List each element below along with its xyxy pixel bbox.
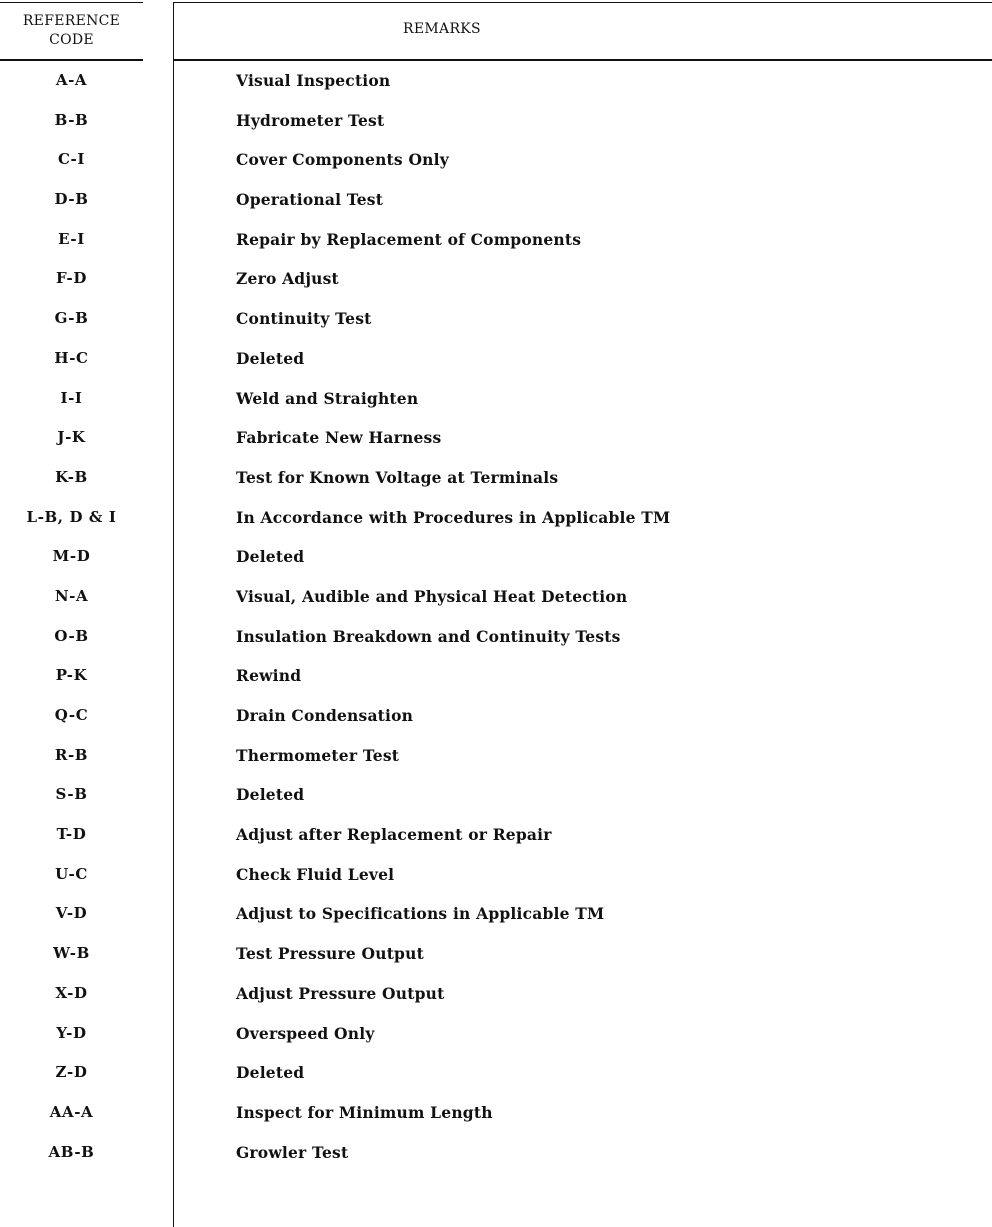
remarks-cell: Deleted xyxy=(236,785,305,805)
remarks-cell: Drain Condensation xyxy=(236,706,414,725)
reference-code-cell: W-B xyxy=(53,944,90,963)
reference-code-cell: AA-A xyxy=(49,1102,94,1121)
table-row xyxy=(0,621,992,661)
table-row xyxy=(0,859,992,899)
table-row xyxy=(0,303,992,343)
table-row xyxy=(0,740,992,780)
table-row xyxy=(0,383,992,423)
table-row xyxy=(0,105,992,145)
header-reference-code xyxy=(0,12,143,50)
reference-code-cell: T-D xyxy=(56,825,87,844)
reference-code-cell: L-B, D & I xyxy=(26,507,117,526)
reference-code-cell: G-B xyxy=(54,309,89,328)
reference-code-cell: D-B xyxy=(54,190,89,209)
table-row xyxy=(0,144,992,184)
table-row xyxy=(0,65,992,105)
remarks-cell: Zero Adjust xyxy=(236,269,339,289)
table-top-border-right xyxy=(174,2,992,3)
remarks-cell: Deleted xyxy=(236,1063,305,1083)
table-row xyxy=(0,660,992,700)
table-row xyxy=(0,581,992,621)
remarks-cell: Deleted xyxy=(236,348,305,368)
reference-code-cell: R-B xyxy=(54,745,89,764)
header-remarks: REMARKS xyxy=(403,21,481,37)
remarks-cell: Adjust to Specifications in Applicable TM xyxy=(236,904,605,924)
table-row xyxy=(0,263,992,303)
remarks-cell: Test for Known Voltage at Terminals xyxy=(236,467,559,487)
reference-code-cell: Y-D xyxy=(56,1023,87,1042)
reference-code-cell: U-C xyxy=(55,864,88,883)
reference-code-cell: Z-D xyxy=(55,1063,88,1082)
table-row xyxy=(0,502,992,542)
reference-code-cell: H-C xyxy=(54,348,89,367)
table-row xyxy=(0,1018,992,1058)
remarks-cell: Cover Components Only xyxy=(236,150,449,170)
reference-code-cell: K-B xyxy=(55,467,88,486)
reference-code-cell: N-A xyxy=(54,586,89,605)
remarks-cell: Hydrometer Test xyxy=(236,110,385,130)
reference-code-cell: J-K xyxy=(57,428,86,447)
table-row xyxy=(0,819,992,859)
remarks-cell: Adjust Pressure Output xyxy=(236,983,445,1003)
table-row xyxy=(0,541,992,581)
remarks-cell: Growler Test xyxy=(236,1142,349,1162)
reference-code-cell: P-K xyxy=(55,666,88,685)
reference-code-cell: B-B xyxy=(54,110,89,129)
table-row xyxy=(0,1137,992,1177)
header-rule-left xyxy=(0,59,143,61)
reference-code-cell: V-D xyxy=(55,904,88,923)
header-reference-code-line1: REFERENCE xyxy=(22,13,121,29)
table-row xyxy=(0,224,992,264)
table-row xyxy=(0,938,992,978)
remarks-cell: Rewind xyxy=(236,666,302,686)
remarks-cell: Overspeed Only xyxy=(236,1023,375,1043)
reference-code-cell: M-D xyxy=(52,547,91,566)
table-row xyxy=(0,700,992,740)
remarks-cell: Deleted xyxy=(236,547,305,567)
table-row xyxy=(0,343,992,383)
remarks-cell: Check Fluid Level xyxy=(236,864,395,884)
table-row xyxy=(0,898,992,938)
reference-code-cell: F-D xyxy=(55,269,87,288)
reference-code-cell: C-I xyxy=(58,150,85,169)
remarks-cell: Insulation Breakdown and Continuity Tests xyxy=(236,626,621,646)
table-row xyxy=(0,1097,992,1137)
remarks-cell: Continuity Test xyxy=(236,309,372,329)
remarks-cell: In Accordance with Procedures in Applicable TM xyxy=(236,507,671,527)
remarks-cell: Thermometer Test xyxy=(236,745,400,765)
table-top-border-left xyxy=(0,2,143,3)
table-row xyxy=(0,779,992,819)
reference-code-cell: X-D xyxy=(55,983,88,1002)
table-row xyxy=(0,978,992,1018)
reference-code-cell: AB-B xyxy=(48,1142,95,1161)
table-row xyxy=(0,184,992,224)
remarks-cell: Test Pressure Output xyxy=(236,944,424,964)
header-rule-right xyxy=(174,59,992,61)
remarks-cell: Adjust after Replacement or Repair xyxy=(236,825,552,845)
remarks-cell: Weld and Straighten xyxy=(236,388,419,408)
remarks-cell: Inspect for Minimum Length xyxy=(236,1102,493,1122)
reference-code-cell: A-A xyxy=(55,71,88,89)
reference-code-cell: Q-C xyxy=(54,706,89,724)
remarks-cell: Operational Test xyxy=(236,190,384,210)
remarks-cell: Visual, Audible and Physical Heat Detection xyxy=(236,586,628,606)
reference-code-cell: E-I xyxy=(58,229,85,248)
reference-code-cell: O-B xyxy=(54,626,89,645)
table-row xyxy=(0,462,992,502)
remarks-cell: Repair by Replacement of Components xyxy=(236,229,582,249)
remarks-cell: Visual Inspection xyxy=(236,71,391,90)
reference-code-cell: I-I xyxy=(60,388,83,407)
table-row xyxy=(0,1057,992,1097)
table-body xyxy=(0,65,992,1176)
reference-code-cell: S-B xyxy=(55,785,88,804)
remarks-cell: Fabricate New Harness xyxy=(236,428,442,448)
table-row xyxy=(0,422,992,462)
header-reference-code-line2: CODE xyxy=(49,32,94,48)
